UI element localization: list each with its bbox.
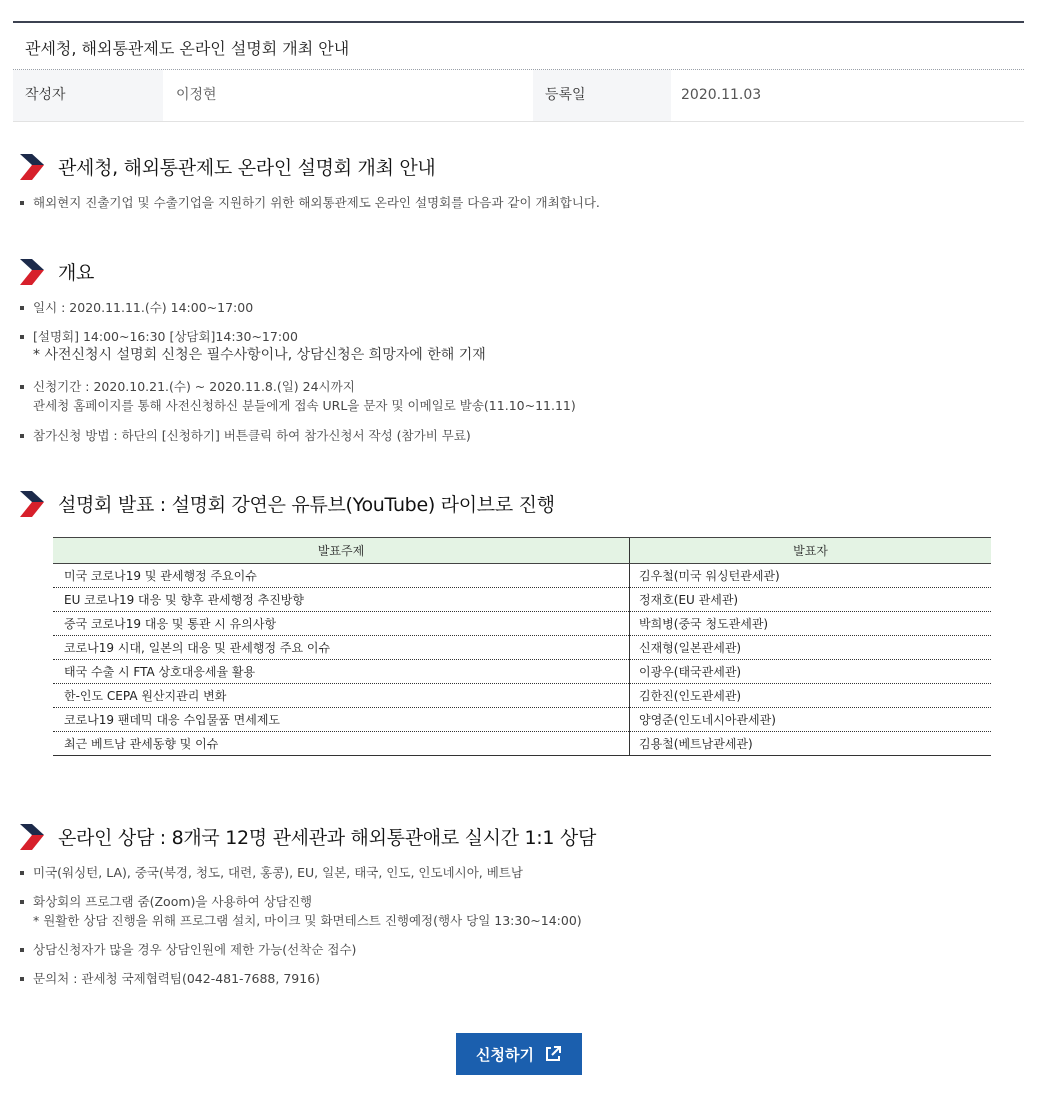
author-value: 이정현	[176, 87, 217, 103]
section-title: 설명회 발표 : 설명회 강연은 유튜브(YouTube) 라이브로 진행	[58, 494, 555, 516]
table-row	[53, 636, 991, 660]
list-item: 화상회의 프로그램 줌(Zoom)을 사용하여 상담진행 * 원활한 상담 진행을 위해 프로그램 설치, 마이크 및 화면테스트 진행예정(행사 당일 13:30~14:00)	[20, 892, 582, 930]
column-header-speaker: 발표자	[630, 538, 992, 564]
table-row	[53, 660, 991, 684]
speaker-cell: 이광우(태국관세관)	[630, 660, 992, 684]
chevron-icon	[20, 259, 50, 285]
apply-button-label: 신청하기	[476, 1045, 534, 1064]
table-row	[53, 564, 991, 588]
section-heading-consultation	[20, 823, 596, 850]
speaker-cell: 김우철(미국 워싱턴관세관)	[630, 564, 992, 588]
post-meta	[13, 70, 1024, 122]
topic-cell: 최근 베트남 관세동향 및 이슈	[53, 732, 630, 756]
topic-cell: 코로나19 시대, 일본의 대응 및 관세행정 주요 이슈	[53, 636, 630, 660]
date-value: 2020.11.03	[681, 87, 762, 103]
table-row	[53, 612, 991, 636]
apply-button[interactable]	[456, 1033, 582, 1075]
speaker-cell: 김한진(인도관세관)	[630, 684, 992, 708]
chevron-icon	[20, 491, 50, 517]
speaker-cell: 박희병(중국 청도관세관)	[630, 612, 992, 636]
external-link-icon	[544, 1045, 562, 1063]
speaker-cell: 김용철(베트남관세관)	[630, 732, 992, 756]
speakers-table	[53, 537, 991, 756]
topic-cell: 미국 코로나19 및 관세행정 주요이슈	[53, 564, 630, 588]
section-heading-presentation	[20, 490, 555, 517]
speaker-cell: 정재호(EU 관세관)	[630, 588, 992, 612]
list-item: 신청기간 : 2020.10.21.(수) ~ 2020.11.8.(일) 24시까지 관세청 홈페이지를 통해 사전신청하신 분들에게 접속 URL을 문자 및 이메일로 발송(11.10~11.11)	[20, 377, 576, 415]
section-title: 관세청, 해외통관제도 온라인 설명회 개최 안내	[58, 157, 436, 179]
section-title: 온라인 상담 : 8개국 12명 관세관과 해외통관애로 실시간 1:1 상담	[58, 827, 597, 849]
list-item: 문의처 : 관세청 국제협력팀(042-481-7688, 7916)	[20, 969, 320, 988]
table-row	[53, 684, 991, 708]
list-item: [설명회] 14:00~16:30 [상담회]14:30~17:00 * 사전신청시 설명회 신청은 필수사항이나, 상담신청은 희망자에 한해 기재	[20, 327, 486, 365]
speaker-cell: 양영준(인도네시아관세관)	[630, 708, 992, 732]
chevron-icon	[20, 824, 50, 850]
topic-cell: 중국 코로나19 대응 및 통관 시 유의사항	[53, 612, 630, 636]
table-row	[53, 588, 991, 612]
top-border	[13, 21, 1024, 23]
column-header-topic: 발표주제	[53, 538, 630, 564]
date-label: 등록일	[533, 70, 671, 121]
table-row	[53, 708, 991, 732]
chevron-icon	[20, 154, 50, 180]
topic-cell: 코로나19 팬데믹 대응 수입물품 면세제도	[53, 708, 630, 732]
list-item: 일시 : 2020.11.11.(수) 14:00~17:00	[20, 298, 253, 317]
topic-cell: 한-인도 CEPA 원산지관리 변화	[53, 684, 630, 708]
table-row	[53, 732, 991, 756]
list-item: 참가신청 방법 : 하단의 [신청하기] 버튼클릭 하여 참가신청서 작성 (참가비 무료)	[20, 426, 471, 445]
author-label: 작성자	[13, 70, 163, 121]
topic-cell: 태국 수출 시 FTA 상호대응세율 활용	[53, 660, 630, 684]
list-item: 상담신청자가 많을 경우 상담인원에 제한 가능(선착순 접수)	[20, 940, 356, 959]
list-item: 해외현지 진출기업 및 수출기업을 지원하기 위한 해외통관제도 온라인 설명회를 다음과 같이 개최합니다.	[20, 193, 600, 212]
list-item: 미국(워싱턴, LA), 중국(북경, 청도, 대련, 홍콩), EU, 일본, 태국, 인도, 인도네시아, 베트남	[20, 863, 523, 882]
post-title: 관세청, 해외통관제도 온라인 설명회 개최 안내	[25, 39, 350, 58]
section-heading-overview	[20, 258, 94, 285]
topic-cell: EU 코로나19 대응 및 향후 관세행정 추진방향	[53, 588, 630, 612]
section-heading-intro	[20, 153, 435, 180]
speaker-cell: 신재형(일본관세관)	[630, 636, 992, 660]
section-title: 개요	[58, 262, 95, 284]
